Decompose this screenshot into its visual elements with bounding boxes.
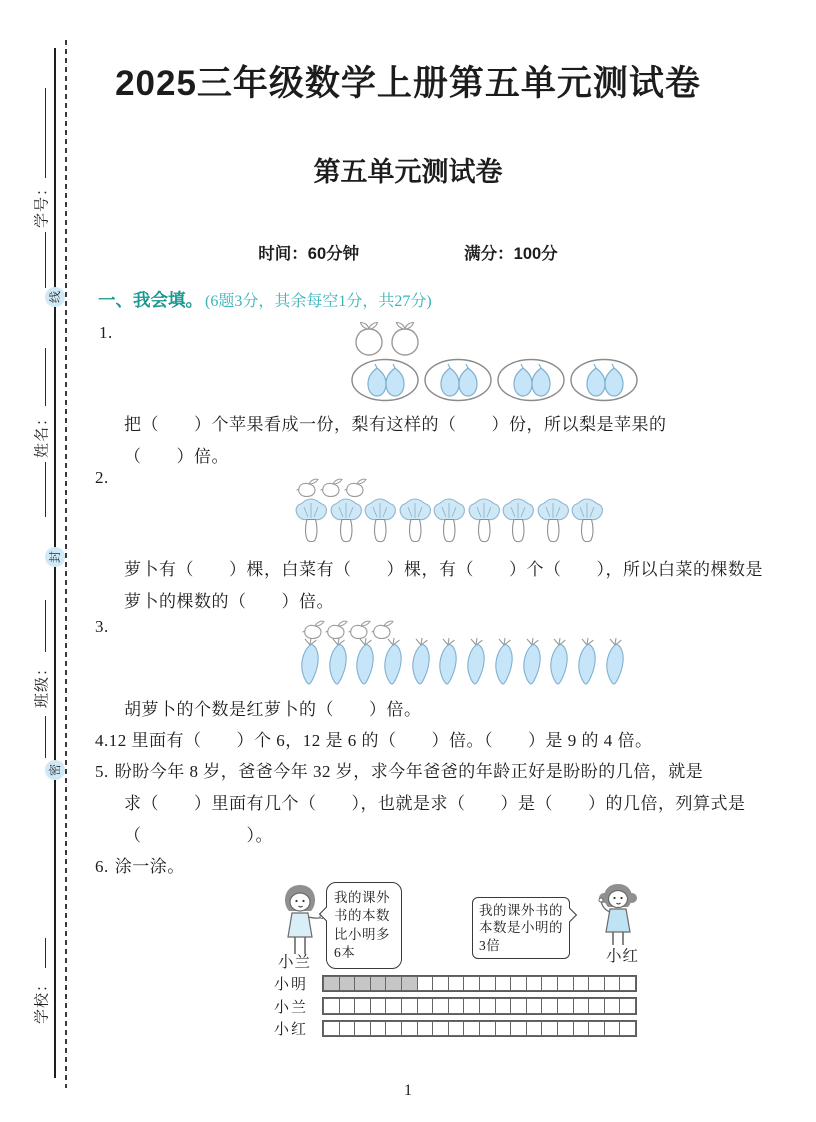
grid-cell [526, 1021, 543, 1037]
apple-icon [352, 320, 386, 357]
q1-apple-row [352, 320, 422, 357]
cabbage-icon [501, 497, 536, 546]
seal-badge-char: 线 [47, 290, 62, 304]
grid-cell-shaded [339, 976, 356, 992]
margin-label-school: 学校： [34, 975, 51, 1025]
page-title: 2025三年级数学上册第五单元测试卷 [115, 64, 701, 103]
q2-radish-row [296, 476, 367, 498]
grid-cell [495, 1021, 512, 1037]
q4-text: 12 里面有（ ）个 6，12 是 6 的（ ）倍。（ ）是 9 的 4 倍。 [108, 731, 653, 750]
margin-underline [45, 716, 46, 758]
grid-cell [541, 998, 558, 1014]
carrot-icon [574, 637, 602, 686]
grid-row-label: 小红 [274, 1022, 309, 1038]
grid-row-小红 [274, 1020, 637, 1037]
bubble-tail [563, 908, 577, 922]
grid-cell [619, 1021, 636, 1037]
margin-label-student-id: 学号： [34, 179, 51, 229]
radish-icon [320, 476, 343, 498]
q6-number: 6. [95, 857, 109, 876]
grid-cell [417, 1021, 434, 1037]
carrot-icon [325, 637, 353, 686]
cabbage-icon [570, 497, 605, 546]
section-1-note: (6题3分，其余每空1分，共27分) [205, 293, 432, 310]
pear-pair-in-oval-icon [423, 357, 493, 402]
grid-cell-shaded [323, 976, 340, 992]
right-child-name: 小红 [606, 948, 640, 965]
grid-cell [370, 1021, 387, 1037]
grid-cell [541, 976, 558, 992]
q3-carrot-row [297, 637, 629, 686]
q5-number: 5. [95, 762, 109, 781]
pear-pair-in-oval-icon [496, 357, 566, 402]
q1-line2: （ ）倍。 [124, 447, 229, 466]
grid-cell-shaded [401, 976, 418, 992]
grid-cell [495, 976, 512, 992]
q5-line3: （ ）。 [124, 826, 273, 845]
q1-pear-row [350, 357, 639, 402]
grid-cell [339, 1021, 356, 1037]
q2-line1: 萝卜有（ ）棵，白菜有（ ）棵，有（ ）个（ ），所以白菜的棵数是 [124, 560, 763, 579]
grid-cell [573, 998, 590, 1014]
carrot-icon [602, 637, 630, 686]
q3-line1: 胡萝卜的个数是红萝卜的（ ）倍。 [124, 700, 422, 719]
q4-number: 4. [95, 731, 109, 750]
time-label: 时间：60分钟 [258, 245, 360, 263]
carrot-icon [546, 637, 574, 686]
pear-pair-in-oval-icon [569, 357, 639, 402]
seal-badge-char: 封 [47, 550, 62, 564]
grid-cell [541, 1021, 558, 1037]
carrot-icon [408, 637, 436, 686]
margin-underline [45, 462, 46, 517]
grid-cell [385, 1021, 402, 1037]
carrot-icon [352, 637, 380, 686]
seal-badge-char: 密 [47, 763, 62, 777]
section-1-title: 一、我会填。 [98, 290, 203, 310]
grid-cell [619, 998, 636, 1014]
grid-cell [463, 998, 480, 1014]
grid-cell [323, 998, 340, 1014]
left-child-name: 小兰 [278, 954, 312, 971]
grid-cell [479, 998, 496, 1014]
grid-cell [510, 1021, 527, 1037]
grid-cell [385, 998, 402, 1014]
grid-cell [479, 1021, 496, 1037]
grid-cell [588, 1021, 605, 1037]
carrot-icon [380, 637, 408, 686]
grid-cell [463, 1021, 480, 1037]
q6-heading [95, 852, 185, 877]
margin-underline [45, 348, 46, 406]
grid-cell [604, 976, 621, 992]
seal-line-dashed [65, 40, 67, 1088]
grid-cell [573, 976, 590, 992]
grid-cell [619, 976, 636, 992]
q5-line2: 求（ ）里面有几个（ ），也就是求（ ）是（ ）的几倍，列算式是 [124, 794, 746, 813]
grid-cell [370, 998, 387, 1014]
q2-number: 2. [95, 468, 109, 487]
cabbage-icon [432, 497, 467, 546]
grid-cell [463, 976, 480, 992]
radish-icon [296, 476, 319, 498]
grid-cell [526, 976, 543, 992]
q1-number: 1. [99, 323, 113, 342]
exam-info-row [0, 240, 816, 264]
grid-cell [557, 976, 574, 992]
cabbage-icon [294, 497, 329, 546]
pear-pair-in-oval-icon [350, 357, 420, 402]
grid-row-小明 [274, 975, 637, 992]
cabbage-icon [363, 497, 398, 546]
q4-line [95, 726, 653, 751]
speech-bubble-right [472, 897, 570, 959]
grid-cell-shaded [385, 976, 402, 992]
grid-cell [323, 1021, 340, 1037]
carrot-icon [297, 637, 325, 686]
bubble-left-text: 我的课外书的本数比小明多6本 [334, 890, 390, 961]
radish-icon [344, 476, 367, 498]
seal-badge-xian [45, 287, 65, 307]
grid-cell [510, 976, 527, 992]
grid-cell [354, 1021, 371, 1037]
grid-cell-shaded [370, 976, 387, 992]
grid-cell [448, 998, 465, 1014]
grid-cell [510, 998, 527, 1014]
grid-cell [432, 998, 449, 1014]
q2-cabbage-row [294, 497, 605, 546]
grid-cell [604, 998, 621, 1014]
girl-pigtails-icon [592, 882, 644, 953]
seal-badge-mi [45, 760, 65, 780]
grid-cells [322, 1020, 637, 1038]
q6-label: 涂一涂。 [114, 857, 185, 876]
q6-grid [274, 975, 637, 1043]
grid-cells [322, 997, 637, 1015]
grid-cell [588, 998, 605, 1014]
section-1-heading [98, 287, 432, 312]
grid-cell [417, 998, 434, 1014]
full-score-label: 满分：100分 [464, 245, 558, 263]
grid-row-label: 小兰 [274, 999, 309, 1016]
margin-underline [45, 600, 46, 652]
grid-cell [557, 998, 574, 1014]
carrot-icon [491, 637, 519, 686]
grid-cell [432, 976, 449, 992]
grid-cell [432, 1021, 449, 1037]
q2-line2: 萝卜的棵数的（ ）倍。 [124, 592, 334, 611]
grid-cell [479, 976, 496, 992]
grid-cell-shaded [354, 976, 371, 992]
grid-cell [448, 1021, 465, 1037]
grid-cell [557, 1021, 574, 1037]
margin-label-class: 班级： [34, 659, 51, 709]
grid-cell [401, 1021, 418, 1037]
speech-bubble-left [326, 882, 402, 969]
grid-cell [401, 998, 418, 1014]
grid-cell [495, 998, 512, 1014]
grid-cell [604, 1021, 621, 1037]
grid-cells [322, 975, 637, 993]
apple-icon [388, 320, 422, 357]
grid-row-label: 小明 [274, 977, 309, 993]
grid-cell [526, 998, 543, 1014]
page-number: 1 [404, 1082, 412, 1099]
q5-line1-wrap [95, 757, 703, 782]
q5-line1: 盼盼今年 8 岁，爸爸今年 32 岁，求今年爸爸的年龄正好是盼盼的几倍，就是 [114, 762, 704, 781]
grid-cell [588, 976, 605, 992]
q1-line1: 把（ ）个苹果看成一份，梨有这样的（ ）份，所以梨是苹果的 [124, 415, 667, 434]
grid-cell [573, 1021, 590, 1037]
carrot-icon [519, 637, 547, 686]
grid-cell [448, 976, 465, 992]
page-subtitle: 第五单元测试卷 [313, 157, 503, 187]
margin-underline [45, 938, 46, 968]
grid-cell [339, 998, 356, 1014]
grid-row-小兰 [274, 998, 637, 1015]
cabbage-icon [536, 497, 571, 546]
seal-badge-feng [45, 547, 65, 567]
margin-label-name: 姓名： [34, 409, 51, 459]
cabbage-icon [467, 497, 502, 546]
grid-cell [417, 976, 434, 992]
bubble-right-text: 我的课外书的本数是小明的3倍 [479, 903, 563, 953]
q3-number: 3. [95, 617, 109, 636]
carrot-icon [435, 637, 463, 686]
cabbage-icon [329, 497, 364, 546]
grid-cell [354, 998, 371, 1014]
cabbage-icon [398, 497, 433, 546]
carrot-icon [463, 637, 491, 686]
